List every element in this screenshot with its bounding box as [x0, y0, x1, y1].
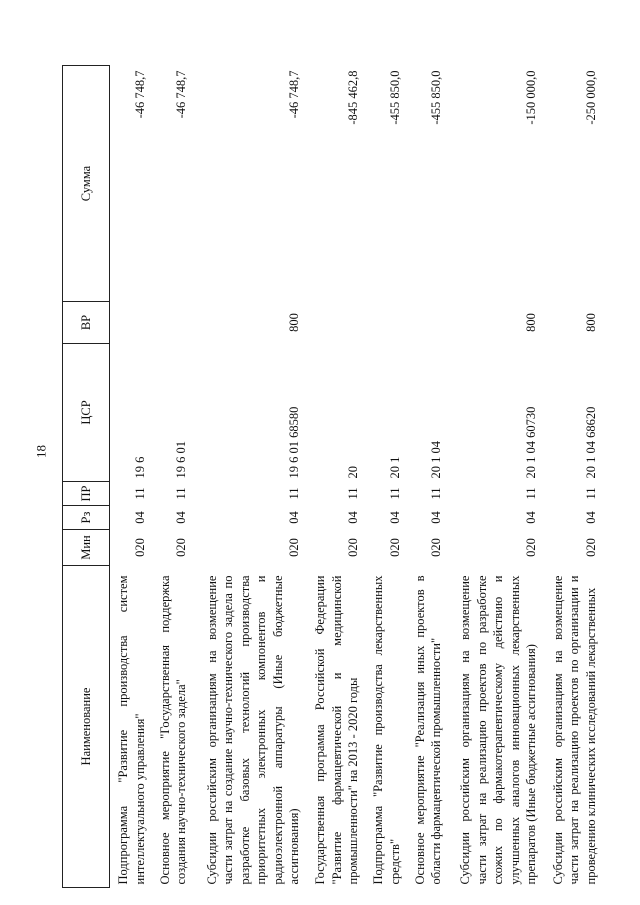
row-min: 020 — [132, 538, 147, 557]
row-csr: 20 1 04 60730 — [524, 406, 539, 479]
header-pr: ПР — [63, 482, 110, 506]
row-min: 020 — [387, 538, 402, 557]
row-vr — [406, 302, 447, 344]
row-sum: -150 000,0 — [524, 70, 539, 125]
row-rz: 04 — [387, 511, 402, 524]
row-rz: 04 — [346, 511, 361, 524]
row-vr — [306, 302, 365, 344]
table-row — [193, 66, 306, 888]
row-csr: 19 6 01 68580 — [287, 406, 302, 479]
row-vr — [151, 302, 192, 344]
row-sum: -455 850,0 — [429, 70, 444, 125]
row-pr: 11 — [346, 487, 361, 500]
row-vr: 800 — [524, 313, 539, 332]
row-csr: 19 6 — [132, 456, 147, 479]
row-name: Субсидии российским организациям на возмещение части затрат на создание научно-технического задела по разработке базовых технологий производства приоритетных электронных компонентов и радиоэлектронной аппаратуры (Иные бюджетные ассигнования) — [204, 575, 302, 885]
row-rz: 04 — [429, 511, 444, 524]
table-row — [110, 66, 152, 888]
row-min: 020 — [524, 538, 539, 557]
row-pr: 11 — [524, 487, 539, 500]
row-sum: -46 748,7 — [132, 70, 147, 119]
row-name: Государственная программа Российской Федерации "Развитие фармацевтической и медицинской промышленности" на 2013 - 2020 годы — [313, 575, 361, 885]
page-number: 18 — [33, 445, 49, 458]
header-min: Мин — [63, 530, 110, 566]
header-vr: ВР — [63, 302, 110, 344]
row-sum: -455 850,0 — [387, 70, 402, 125]
row-sum: -845 462,8 — [346, 70, 361, 125]
row-pr: 11 — [583, 487, 598, 500]
header-name: Наименование — [63, 566, 110, 888]
row-csr: 19 6 01 — [174, 441, 189, 479]
row-pr: 11 — [287, 487, 302, 500]
table-row — [151, 66, 192, 888]
row-min: 020 — [287, 538, 302, 557]
row-min: 020 — [174, 538, 189, 557]
row-pr: 11 — [174, 487, 189, 500]
rotated-page-content — [62, 66, 602, 888]
table-row — [543, 66, 602, 888]
row-rz: 04 — [287, 511, 302, 524]
row-sum: -46 748,7 — [174, 70, 189, 119]
row-name: Основное мероприятие "Государственная поддержка создания научно-технического задела" — [157, 575, 189, 885]
header-csr: ЦСР — [63, 344, 110, 482]
row-name: Субсидии российским организациям на возмещение части затрат на реализацию проектов по организации и проведению клинических исследований лекарственных — [550, 575, 598, 885]
row-name: Подпрограмма "Развитие производства лекарственных средств" — [371, 575, 402, 885]
row-pr: 11 — [132, 487, 147, 500]
table-row — [306, 66, 365, 888]
table-row — [365, 66, 406, 888]
header-sum: Сумма — [63, 66, 110, 302]
row-pr: 11 — [429, 487, 444, 500]
row-pr: 11 — [387, 487, 402, 500]
table-header-row — [63, 66, 110, 888]
row-vr — [110, 302, 152, 344]
row-min: 020 — [583, 538, 598, 557]
row-rz: 04 — [583, 511, 598, 524]
row-rz: 04 — [524, 511, 539, 524]
table-row — [406, 66, 447, 888]
row-csr: 20 1 04 68620 — [583, 406, 598, 479]
row-sum: -250 000,0 — [583, 70, 598, 125]
row-csr: 20 — [346, 466, 361, 479]
row-rz: 04 — [132, 511, 147, 524]
row-vr — [365, 302, 406, 344]
table-row — [448, 66, 543, 888]
row-vr: 800 — [287, 313, 302, 332]
row-name: Субсидии российским организациям на возмещение части затрат на реализацию проектов по разработке схожих по фармакотерапевтическому действию и улучшенных аналогов инновационных лекарственных препаратов (Иные бюджетные ассигнования) — [458, 575, 539, 885]
row-name: Основное мероприятие "Реализация иных проектов в области фармацевтической промышленности" — [412, 575, 444, 885]
row-rz: 04 — [174, 511, 189, 524]
header-rz: Рз — [63, 506, 110, 530]
row-csr: 20 1 — [387, 456, 402, 479]
row-min: 020 — [346, 538, 361, 557]
row-sum: -46 748,7 — [287, 70, 302, 119]
row-vr: 800 — [583, 313, 598, 332]
row-min: 020 — [429, 538, 444, 557]
budget-table — [62, 65, 602, 888]
row-name: Подпрограмма "Развитие производства систем интеллектуального управления" — [116, 575, 147, 885]
row-csr: 20 1 04 — [429, 441, 444, 479]
